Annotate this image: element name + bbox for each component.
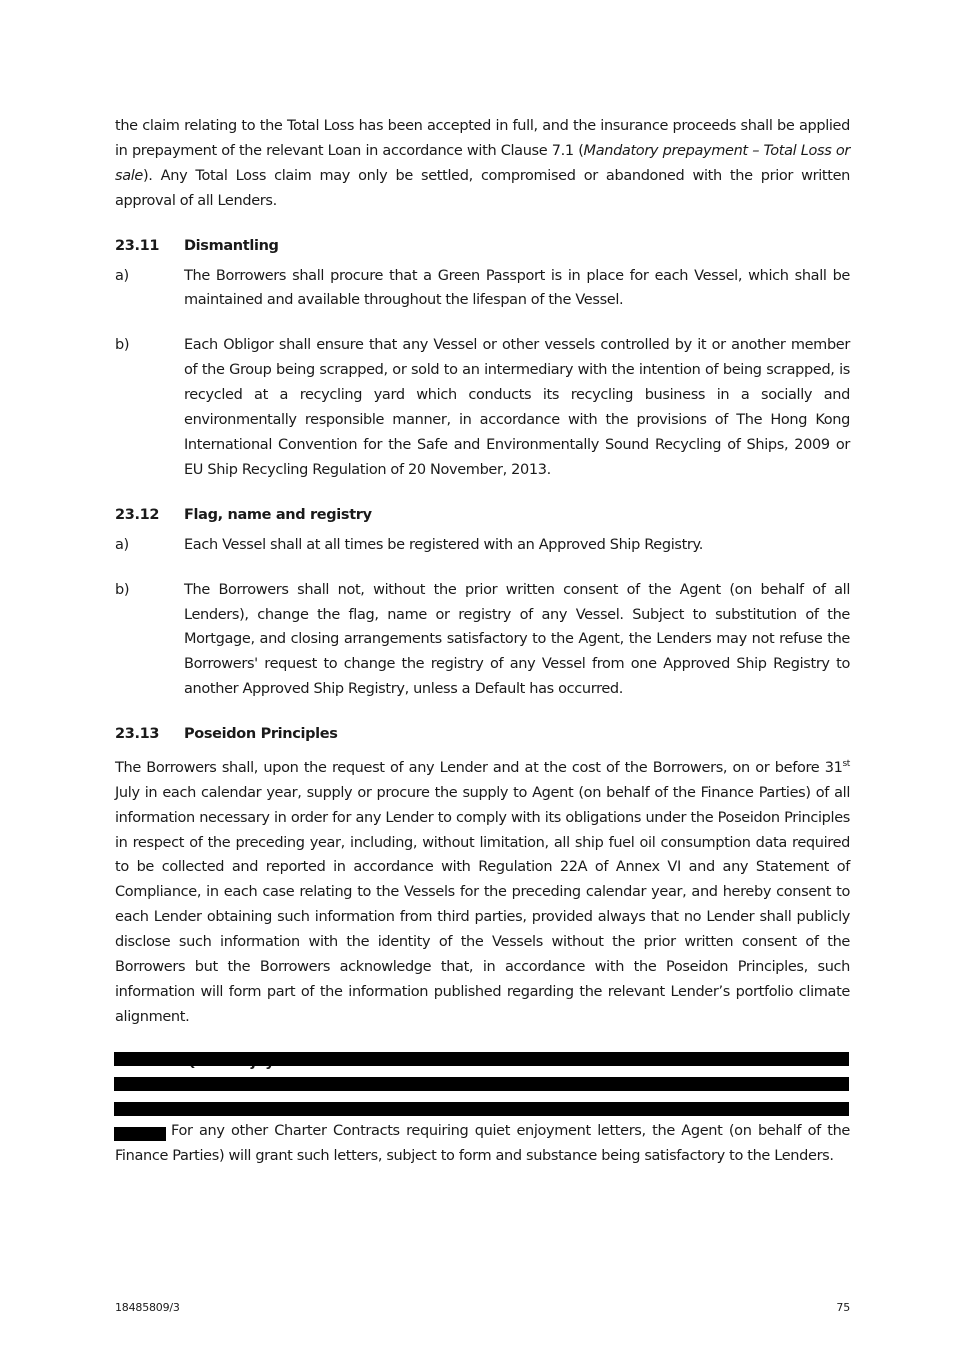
redaction-bar — [114, 1127, 166, 1141]
redaction-bar — [114, 1052, 849, 1066]
section-heading-23-13: 23.13 Poseidon Principles — [115, 726, 338, 743]
poseidon-paragraph: The Borrowers shall, upon the request of any Lender and at the cost of the Borrowers, on or before 31st July in each calendar year, supply or procure the supply to Agent (on behalf of the Finance Parties) of all information necessary in order for any Lender to comply with its obligations under the Poseidon Principles in respect of the preceding year, including, without limitation, all ship fuel oil consumption data required to be collected and reported in accordance with Regulation 22A of Annex VI and any Statement of Compliance, in each case relating to the Vessels for the preceding calendar year, and hereby consent to each Lender obtaining such information from third parties, provided always that no Lender shall publicly disclose such information with the identity of the Vessels without the prior written consent of the Borrowers but the Borrowers acknowledge that, in accordance with the Poseidon Principles, such information will form part of the information published regarding the relevant Lender’s portfolio climate alignment. — [115, 759, 850, 1025]
clause-23-12-b: b) The Borrowers shall not, without the prior written consent of the Agent (on behalf of all Lenders), change the flag, name or registry of any Vessel. Subject to substitution of the Mortgage, and closing arrangements satisfactory to the Agent, the Lenders may not refuse the Borrowers' request to change the registry of any Vessel from one Approved Ship Registry to another Approved Ship Registry, unless a Default has occurred. — [115, 581, 850, 698]
quiet-enjoyment-paragraph: For any other Charter Contracts requiring quiet enjoyment letters, the Agent (on behalf of the Finance Parties) will grant such letters, subject to form and substance being satisfactory to the Lenders. — [115, 1123, 850, 1164]
redaction-bar — [114, 1102, 849, 1116]
page-number: 75 — [836, 1301, 850, 1314]
intro-paragraph: the claim relating to the Total Loss has been accepted in full, and the insurance proceeds shall be applied in prepayment of the relevant Loan in accordance with Clause 7.1 (Mandatory prepayment – Total Loss or sale). Any Total Loss claim may only be settled, compromised or abandoned with the prior written approval of all Lenders. — [115, 118, 851, 209]
section-heading-23-11: 23.11 Dismantling — [115, 237, 279, 254]
clause-23-12-a: a) Each Vessel shall at all times be registered with an Approved Ship Registry. — [115, 536, 703, 553]
document-id: 18485809/3 — [115, 1301, 180, 1314]
clause-23-11-a: a) The Borrowers shall procure that a Green Passport is in place for each Vessel, which shall be maintained and available throughout the lifespan of the Vessel. — [115, 267, 850, 309]
clause-23-11-b: b) Each Obligor shall ensure that any Vessel or other vessels controlled by it or another member of the Group being scrapped, or sold to an intermediary with the intention of being scrapped, is recycled at a recycling yard which conducts its recycling business in a socially and environmentally responsible manner, in accordance with the provisions of The Hong Kong International Convention for the Safe and Environmentally Sound Recycling of Ships, 2009 or EU Ship Recycling Regulation of 20 November, 2013. — [115, 337, 850, 478]
section-heading-23-12: 23.12 Flag, name and registry — [115, 506, 372, 523]
document-body — [115, 114, 850, 1075]
redaction-bar — [114, 1077, 849, 1091]
